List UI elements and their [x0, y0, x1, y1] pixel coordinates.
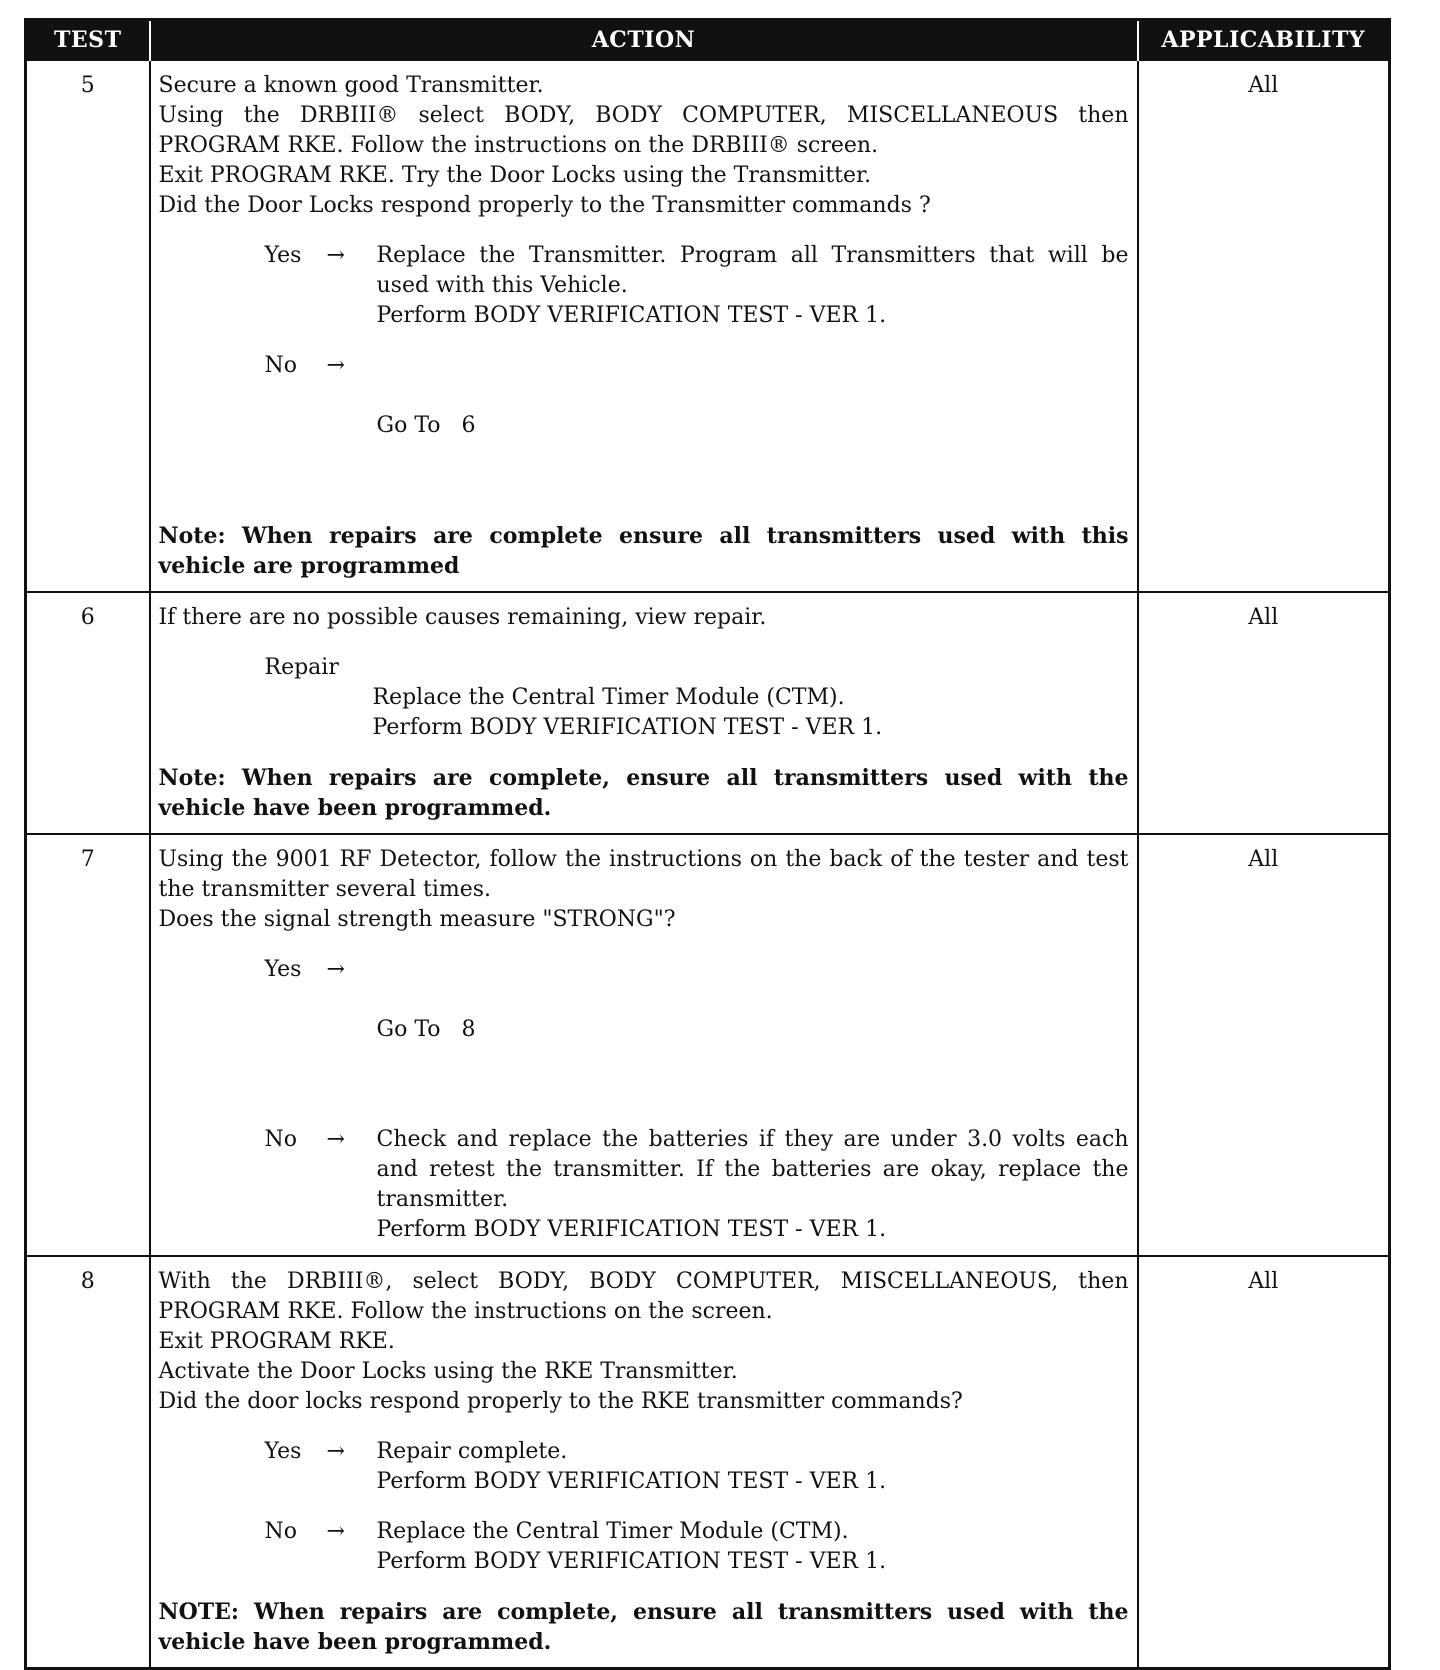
- result-line: Perform BODY VERIFICATION TEST - VER 1.: [376, 303, 887, 328]
- test-number: 6: [26, 592, 150, 834]
- no-label: No: [264, 1519, 297, 1544]
- column-header-action: ACTION: [150, 20, 1138, 61]
- table-row-test-6: [26, 592, 1390, 834]
- intro-line: Exit PROGRAM RKE.: [158, 1329, 395, 1354]
- result-line: Perform BODY VERIFICATION TEST - VER 1.: [376, 1469, 887, 1494]
- no-result: [377, 351, 1129, 501]
- result-line: Replace the Central Timer Module (CTM).: [376, 1519, 849, 1544]
- action-intro: [159, 71, 1129, 221]
- repair-line: Replace the Central Timer Module (CTM).: [372, 685, 845, 710]
- intro-line: Exit PROGRAM RKE. Try the Door Locks using the Transmitter.: [158, 163, 872, 188]
- repair-note: NOTE: When repairs are complete, ensure all transmitters used with the vehicle have been programmed.: [158, 1599, 1129, 1655]
- intro-line: Using the 9001 RF Detector, follow the instructions on the back of the tester and test the transmitter several times.: [158, 847, 1129, 902]
- action-intro: [159, 845, 1129, 935]
- action-intro: [159, 603, 1129, 633]
- no-branch: [265, 1517, 1129, 1577]
- intro-line: Does the signal strength measure "STRONG"?: [158, 907, 676, 932]
- table-row-test-5: [26, 60, 1390, 592]
- column-header-applicability: APPLICABILITY: [1138, 20, 1390, 61]
- arrow-right-icon: →: [326, 1127, 345, 1152]
- repair-note: Note: When repairs are complete, ensure all transmitters used with the vehicle have been programmed.: [158, 765, 1129, 821]
- test-number: 5: [26, 60, 150, 592]
- action-cell: [150, 834, 1138, 1256]
- repair-note: Note: When repairs are complete ensure all transmitters used with this vehicle are programmed: [158, 523, 1129, 579]
- test-number: 7: [26, 834, 150, 1256]
- applicability-value: All: [1138, 1256, 1390, 1669]
- result-line: Replace the Transmitter. Program all Transmitters that will be used with this Vehicle.: [376, 243, 1129, 298]
- intro-line: With the DRBIII®, select BODY, BODY COMPUTER, MISCELLANEOUS, then PROGRAM RKE. Follow the instructions on the screen.: [158, 1269, 1129, 1324]
- applicability-value: All: [1138, 834, 1390, 1256]
- intro-line: Activate the Door Locks using the RKE Transmitter.: [158, 1359, 738, 1384]
- test-number: 8: [26, 1256, 150, 1669]
- arrow-right-icon: →: [326, 957, 345, 982]
- no-label: No: [264, 1127, 297, 1152]
- arrow-right-icon: →: [326, 243, 345, 268]
- intro-line: If there are no possible causes remaining, view repair.: [158, 605, 767, 630]
- result-line: Go To 6: [376, 413, 476, 438]
- yes-label: Yes: [264, 243, 302, 268]
- table-row-test-7: [26, 834, 1390, 1256]
- repair-label: Repair: [264, 655, 339, 680]
- result-line: Perform BODY VERIFICATION TEST - VER 1.: [376, 1217, 887, 1242]
- yes-branch: [265, 241, 1129, 331]
- no-label: No: [264, 353, 297, 378]
- result-line: Check and replace the batteries if they are under 3.0 volts each and retest the transmitter. If the batteries are okay, replace the transmitter.: [376, 1127, 1129, 1212]
- no-branch: [265, 351, 1129, 501]
- yes-result: [377, 241, 1129, 331]
- decision-branches: [159, 1437, 1129, 1577]
- intro-line: Secure a known good Transmitter.: [158, 73, 544, 98]
- intro-line: Did the Door Locks respond properly to the Transmitter commands ?: [158, 193, 931, 218]
- yes-result: [377, 955, 1129, 1105]
- yes-branch: [265, 1437, 1129, 1497]
- no-result: [377, 1125, 1129, 1245]
- yes-label: Yes: [264, 1439, 302, 1464]
- result-line: Repair complete.: [376, 1439, 568, 1464]
- column-header-test: TEST: [26, 20, 150, 61]
- action-cell: [150, 60, 1138, 592]
- decision-branches: [159, 241, 1129, 501]
- result-line: Go To 8: [376, 1017, 476, 1042]
- yes-result: [377, 1437, 1129, 1497]
- diagnostic-test-table: [24, 18, 1391, 1670]
- table-header-row: [26, 20, 1390, 61]
- yes-branch: [265, 955, 1129, 1105]
- intro-line: Did the door locks respond properly to the RKE transmitter commands?: [158, 1389, 963, 1414]
- applicability-value: All: [1138, 592, 1390, 834]
- action-cell: [150, 592, 1138, 834]
- no-result: [377, 1517, 1129, 1577]
- table-row-test-8: [26, 1256, 1390, 1669]
- repair-steps: [265, 683, 1129, 743]
- action-intro: [159, 1267, 1129, 1417]
- repair-section: [159, 653, 1129, 743]
- repair-line: Perform BODY VERIFICATION TEST - VER 1.: [372, 715, 883, 740]
- yes-label: Yes: [264, 957, 302, 982]
- result-line: Perform BODY VERIFICATION TEST - VER 1.: [376, 1549, 887, 1574]
- action-cell: [150, 1256, 1138, 1669]
- no-branch: [265, 1125, 1129, 1245]
- applicability-value: All: [1138, 60, 1390, 592]
- intro-line: Using the DRBIII® select BODY, BODY COMPUTER, MISCELLANEOUS then PROGRAM RKE. Follow the instructions on the DRBIII® screen.: [158, 103, 1129, 158]
- decision-branches: [159, 955, 1129, 1245]
- arrow-right-icon: →: [326, 1439, 345, 1464]
- arrow-right-icon: →: [326, 1519, 345, 1544]
- arrow-right-icon: →: [326, 353, 345, 378]
